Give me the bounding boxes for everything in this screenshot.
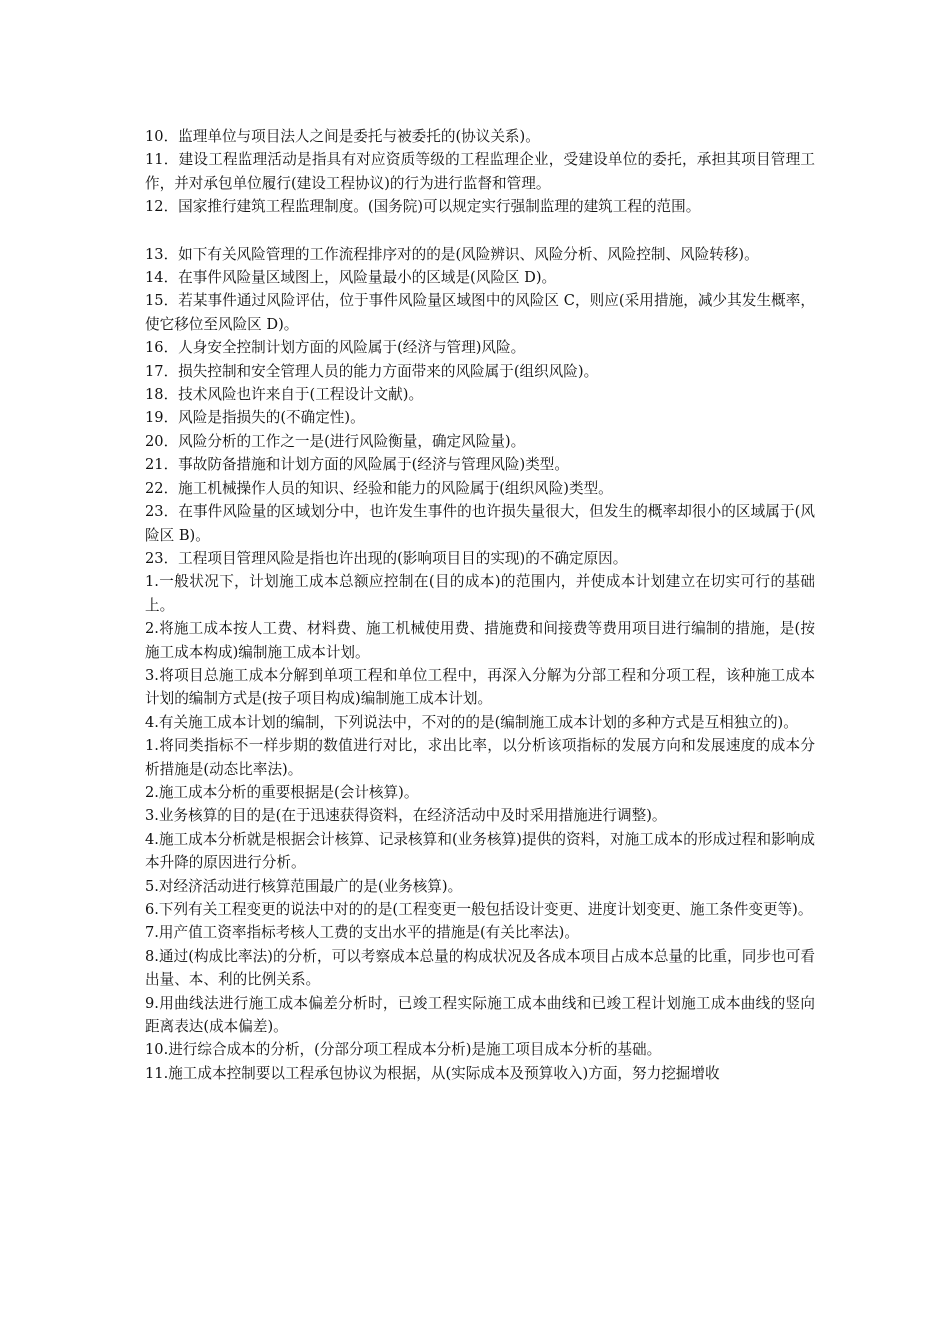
paragraph-risk-20: 20．风险分析的工作之一是(进行风险衡量，确定风险量)。 (145, 432, 526, 450)
paragraph-risk-13: 13．如下有关风险管理的工作流程排序对的的是(风险辨识、风险分析、风险控制、风险转移)。 (145, 245, 759, 263)
paragraph-cost-analysis-5: 5.对经济活动进行核算范围最广的是(业务核算)。 (145, 877, 463, 895)
paragraph-risk-21: 21．事故防备措施和计划方面的风险属于(经济与管理风险)类型。 (145, 456, 569, 474)
paragraph-cost-analysis-6: 6.下列有关工程变更的说法中对的的是(工程变更一般包括设计变更、进度计划变更、施工条件变更等)。 (145, 901, 813, 918)
paragraph-risk-15: 15．若某事件通过风险评估，位于事件风险量区域图中的风险区 C，则应(采用措施，减少其发生概率，使它移位至风险区 D)。 (145, 292, 815, 333)
paragraph-cost-analysis-8: 8.通过(构成比率法)的分析，可以考察成本总量的构成状况及各成本项目占成本总量的比重，同步也可看出量、本、利的比例关系。 (145, 947, 815, 989)
paragraph-supervision-12: 12．国家推行建筑工程监理制度。(国务院)可以规定实行强制监理的建筑工程的范围。 (145, 198, 701, 216)
paragraph-cost-plan-4: 4.有关施工成本计划的编制，下列说法中，不对的的是(编制施工成本计划的多种方式是互相独立的)。 (145, 713, 798, 731)
paragraph-risk-14: 14．在事件风险量区域图上，风险量最小的区域是(风险区 D)。 (145, 269, 557, 287)
paragraph-cost-plan-3: 3.将项目总施工成本分解到单项工程和单位工程中，再深入分解为分部工程和分项工程，该种施工成本计划的编制方式是(按子项目构成)编制施工成本计划。 (145, 666, 815, 708)
paragraph-cost-analysis-3: 3.业务核算的目的是(在于迅速获得资料，在经济活动中及时采用措施进行调整)。 (145, 807, 667, 825)
paragraph-risk-23b: 23．工程项目管理风险是指也许出现的(影响项目目的实现)的不确定原因。 (145, 549, 628, 567)
paragraph-supervision-10: 10．监理单位与项目法人之间是委托与被委托的(协议关系)。 (145, 128, 540, 145)
paragraph-risk-18: 18．技术风险也许来自于(工程设计文献)。 (145, 386, 424, 404)
paragraph-cost-analysis-1: 1.将同类指标不一样步期的数值进行对比，求出比率，以分析该项指标的发展方向和发展速度的成本分析措施是(动态比率法)。 (145, 737, 815, 778)
paragraph-risk-17: 17．损失控制和安全管理人员的能力方面带来的风险属于(组织风险)。 (145, 362, 599, 380)
paragraph-spacer (145, 219, 815, 243)
paragraph-risk-22: 22．施工机械操作人员的知识、经验和能力的风险属于(组织风险)类型。 (145, 479, 613, 497)
paragraph-cost-analysis-2: 2.施工成本分析的重要根据是(会计核算)。 (145, 783, 419, 801)
paragraph-cost-plan-2: 2.将施工成本按人工费、材料费、施工机械使用费、措施费和间接费等费用项目进行编制的措施，是(按施工成本构成)编制施工成本计划。 (145, 620, 815, 661)
paragraph-cost-analysis-7: 7.用产值工资率指标考核人工费的支出水平的措施是(有关比率法)。 (145, 924, 579, 942)
paragraph-cost-analysis-10: 10.进行综合成本的分析，(分部分项工程成本分析)是施工项目成本分析的基础。 (145, 1041, 662, 1059)
paragraph-risk-16: 16．人身安全控制计划方面的风险属于(经济与管理)风险。 (145, 339, 526, 357)
document-page (145, 125, 815, 1085)
paragraph-supervision-11: 11．建设工程监理活动是指具有对应资质等级的工程监理企业，受建设单位的委托，承担其项目管理工作，并对承包单位履行(建设工程协议)的行为进行监督和管理。 (145, 151, 815, 192)
paragraph-risk-23a: 23．在事件风险量的区域划分中，也许发生事件的也许损失量很大，但发生的概率却很小的区域属于(风险区 B)。 (145, 503, 815, 544)
paragraph-cost-plan-1: 1.一般状况下，计划施工成本总额应控制在(目的成本)的范围内，并使成本计划建立在切实可行的基础上。 (145, 573, 815, 614)
paragraph-cost-analysis-4: 4.施工成本分析就是根据会计核算、记录核算和(业务核算)提供的资料，对施工成本的形成过程和影响成本升降的原因进行分析。 (145, 830, 815, 872)
paragraph-risk-19: 19．风险是指损失的(不确定性)。 (145, 409, 365, 427)
paragraph-cost-control-11: 11.施工成本控制要以工程承包协议为根据，从(实际成本及预算收入)方面，努力挖掘增收 (145, 1064, 720, 1082)
paragraph-cost-analysis-9: 9.用曲线法进行施工成本偏差分析时，已竣工程实际施工成本曲线和已竣工程计划施工成本曲线的竖向距离表达(成本偏差)。 (145, 994, 815, 1036)
